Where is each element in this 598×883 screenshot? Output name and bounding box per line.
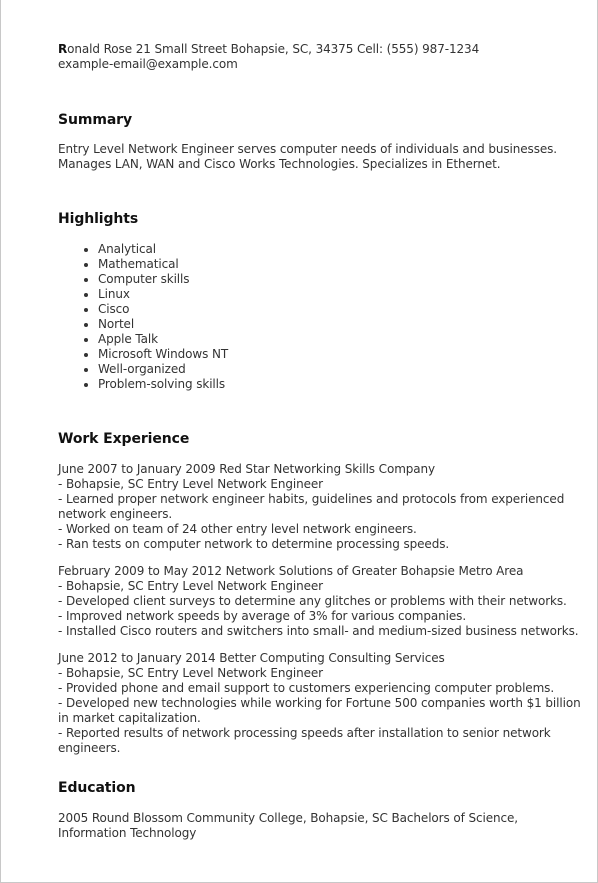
list-item: • Computer skills: [98, 272, 228, 287]
highlights-list: [58, 242, 228, 392]
job-line: - Bohapsie, SC Entry Level Network Engineer: [58, 579, 323, 593]
job-line: - Ran tests on computer network to determine processing speeds.: [58, 537, 450, 551]
job-line: - Bohapsie, SC Entry Level Network Engineer: [58, 666, 323, 680]
list-item: • Nortel: [98, 317, 228, 332]
contact-initial: R: [58, 42, 68, 56]
job-line: - Learned proper network engineer habits, guidelines and protocols from experienced network engineers.: [58, 492, 565, 521]
work-experience-heading: Work Experience: [58, 431, 190, 447]
job-line: - Worked on team of 24 other entry level network engineers.: [58, 522, 417, 536]
job-header: June 2012 to January 2014 Better Computing Consulting Services: [58, 651, 445, 665]
list-item: • Cisco: [98, 302, 228, 317]
list-item: • Problem-solving skills: [98, 377, 228, 392]
education-heading: Education: [58, 780, 136, 796]
job-line: - Provided phone and email support to customers experiencing computer problems.: [58, 681, 555, 695]
education-text: 2005 Round Blossom Community College, Bohapsie, SC Bachelors of Science, Information Technology: [58, 811, 518, 840]
summary-text: Entry Level Network Engineer serves computer needs of individuals and businesses. Manages LAN, WAN and Cisco Works Technologies. Specializes in Ethernet.: [58, 142, 557, 171]
list-item: • Linux: [98, 287, 228, 302]
contact-line: [58, 42, 528, 72]
job-line: - Reported results of network processing speeds after installation to senior network engineers.: [58, 726, 551, 755]
job-line: - Bohapsie, SC Entry Level Network Engineer: [58, 477, 323, 491]
job-header: February 2009 to May 2012 Network Solutions of Greater Bohapsie Metro Area: [58, 564, 524, 578]
list-item: • Analytical: [98, 242, 228, 257]
job-line: - Installed Cisco routers and switchers into small- and medium-sized business networks.: [58, 624, 579, 638]
job-line: - Developed new technologies while working for Fortune 500 companies worth $1 billion in market capitalization.: [58, 696, 581, 725]
summary-heading: Summary: [58, 112, 133, 128]
contact-details: onald Rose 21 Small Street Bohapsie, SC, 34375 Cell: (555) 987-1234 example-email@example.com: [58, 42, 480, 71]
list-item: • Microsoft Windows NT: [98, 347, 228, 362]
job-entry: [58, 564, 588, 639]
list-item: • Apple Talk: [98, 332, 228, 347]
job-entry: [58, 462, 588, 552]
job-header: June 2007 to January 2009 Red Star Networking Skills Company: [58, 462, 436, 476]
job-line: - Improved network speeds by average of 3% for various companies.: [58, 609, 467, 623]
job-line: - Developed client surveys to determine any glitches or problems with their networks.: [58, 594, 567, 608]
highlights-heading: Highlights: [58, 211, 139, 227]
list-item: • Well-organized: [98, 362, 228, 377]
list-item: • Mathematical: [98, 257, 228, 272]
job-entry: [58, 651, 588, 756]
